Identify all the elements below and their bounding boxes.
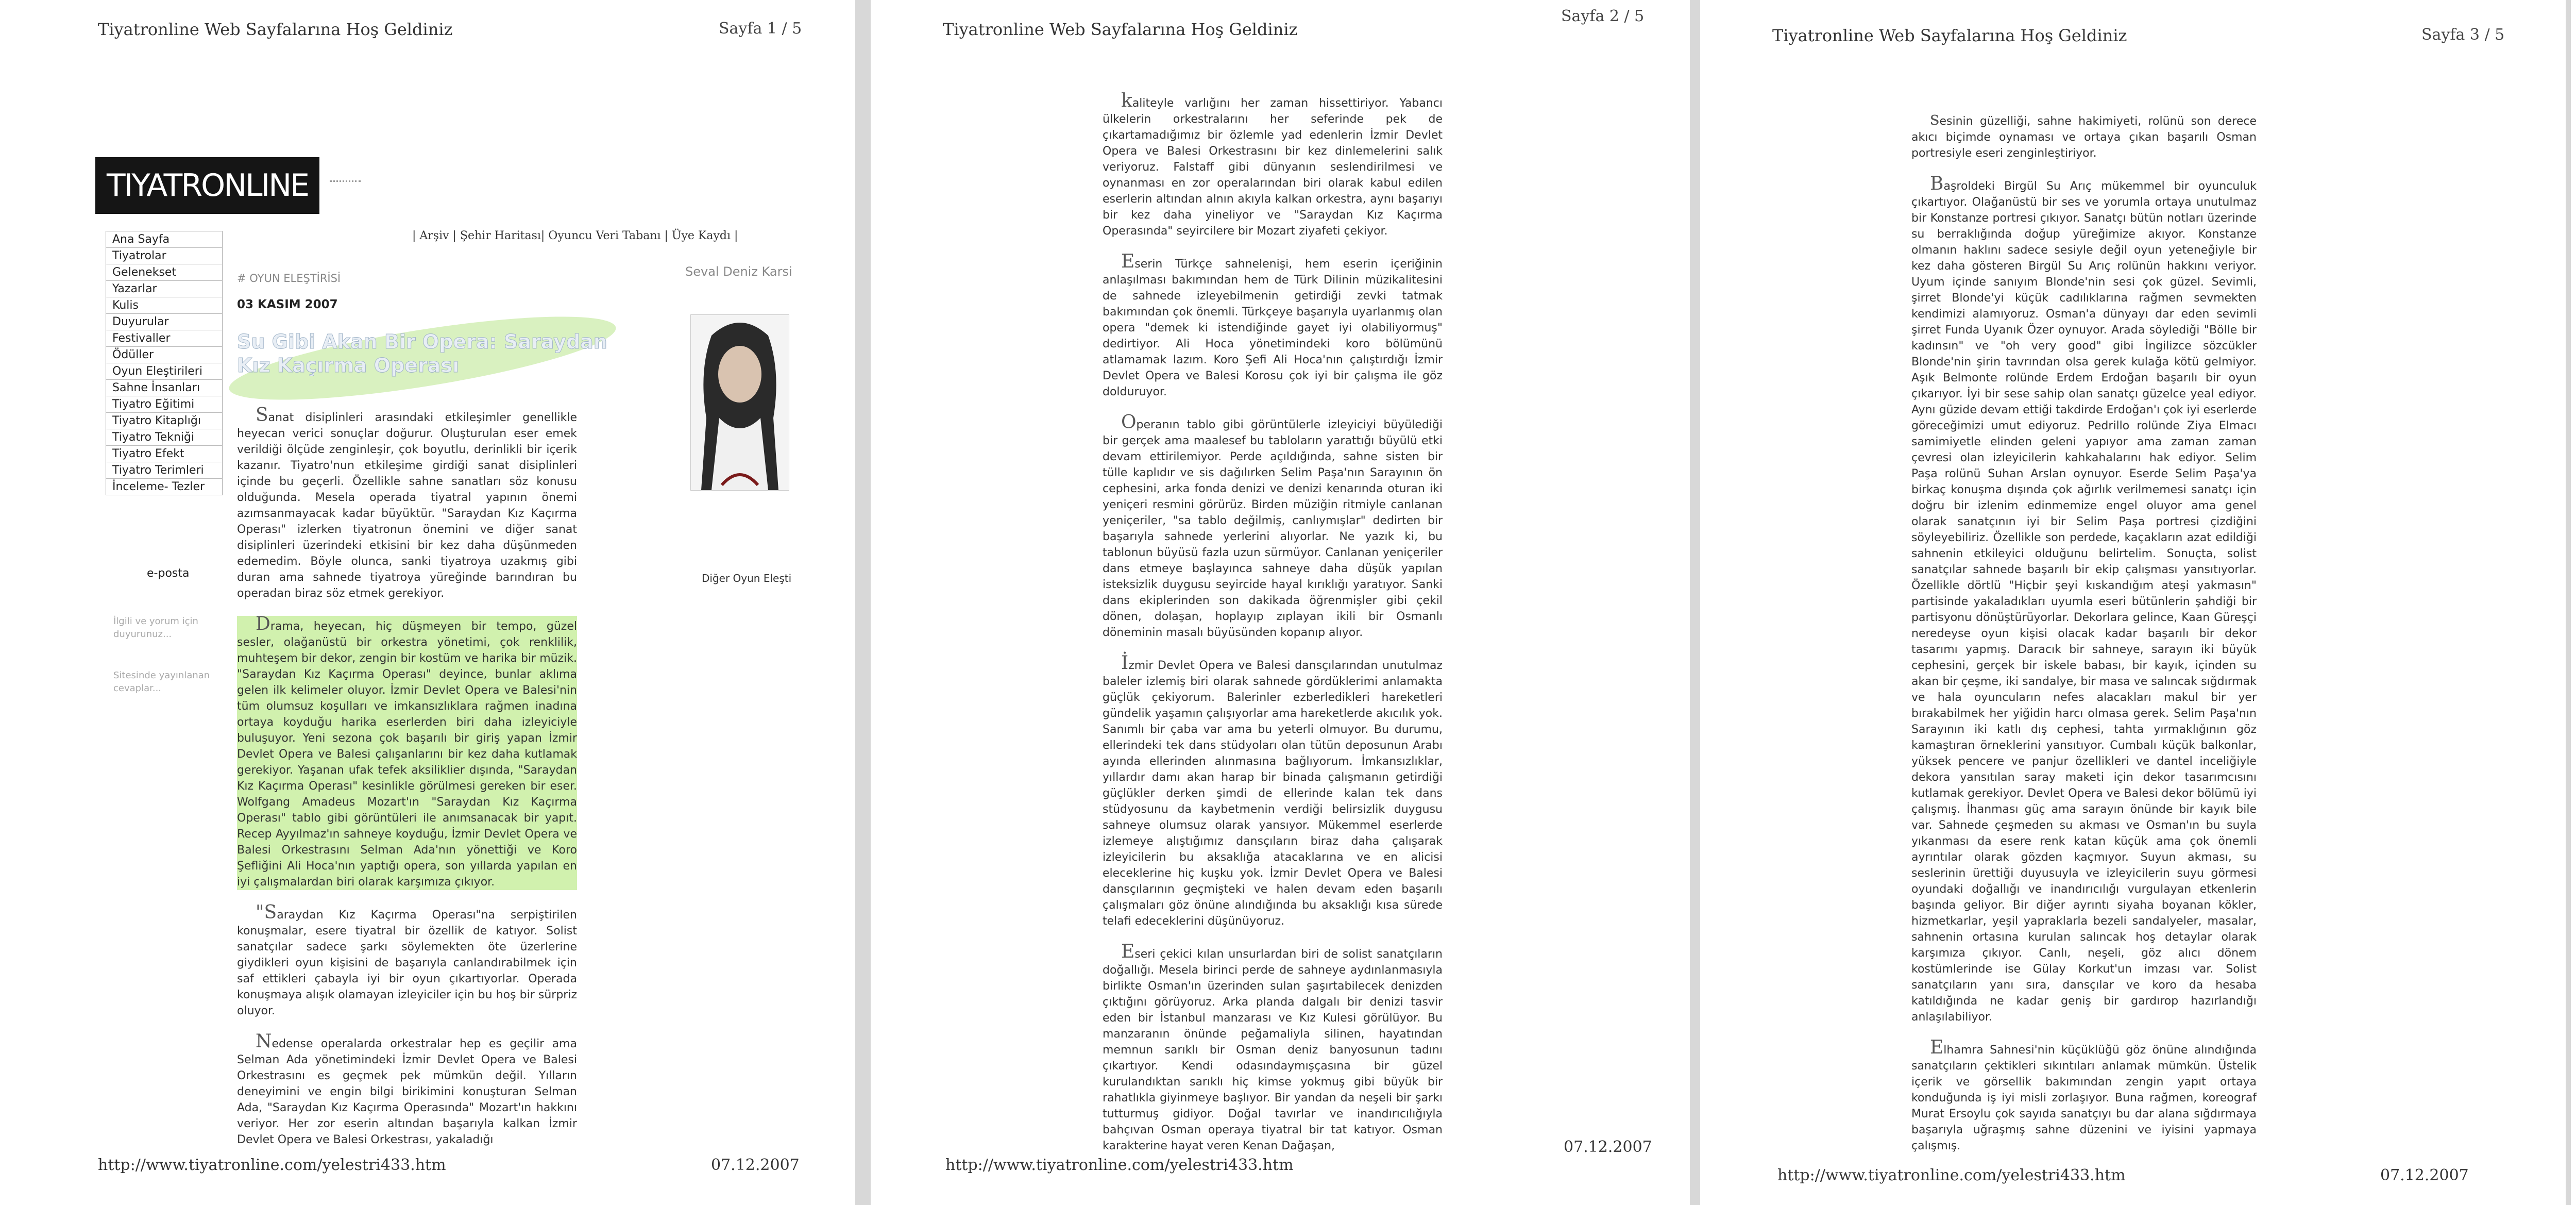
nav-item[interactable]: Kulis bbox=[106, 297, 222, 314]
nav-item[interactable]: Tiyatro Eğitimi bbox=[106, 396, 222, 413]
page-number: Sayfa 3 / 5 bbox=[2421, 26, 2505, 44]
paragraph: Eseri çekici kılan unsurlardan biri de solist sanatçıların doğallığı. Mesela birinci perde de sahneye aydınlanmasıyla birlikte Osman'ın üzerinden sulan şaşırtabilecek denizden çıktığını görüyoruz. Arka planda dalgalı bir denizi tasvir eden bir İstanbul manzarası ve Kız Kulesi görülüyor. Bu manzaranın önünde peğamaliyla silinen, hayatından memnun sarıklı bir Osman deniz banyosunun tadını çıkartıyor. Kendi odasındaymışçasına bir güzel kurulandıktan sarıklı hiç kimse yokmuş gibi büyük bir rahatlıkla giyinmeye başlıyor. Bir yandan da neşeli bir şarkı tutturmuş gidiyor. Doğal tavırlar ve inandırıcılığıyla bahçıvan Osman operaya tiyatral bir tat katıyor. Osman karakterine hayat veren Kenan Dağaşan, bbox=[1103, 941, 1443, 1152]
page-1 bbox=[0, 0, 855, 1205]
logo-divider bbox=[330, 180, 361, 182]
article-column-3 bbox=[1911, 108, 2257, 1168]
page-url: http://www.tiyatronline.com/yelestri433.htm bbox=[945, 1156, 1294, 1174]
article-column-2 bbox=[1103, 90, 1443, 1168]
page-3 bbox=[1700, 0, 2566, 1205]
print-date: 07.12.2007 bbox=[711, 1156, 800, 1174]
nav-item[interactable]: Tiyatro Tekniği bbox=[106, 429, 222, 446]
page-url: http://www.tiyatronline.com/yelestri433.htm bbox=[1777, 1166, 2126, 1184]
nav-item[interactable]: Gelenekset bbox=[106, 264, 222, 281]
faint-text: cevaplar... bbox=[113, 683, 162, 694]
page-header: Tiyatronline Web Sayfalarına Hoş Geldiniz bbox=[98, 20, 453, 39]
author-photo bbox=[690, 314, 789, 491]
page-2 bbox=[871, 0, 1690, 1205]
paragraph: Sanat disiplinleri arasındaki etkileşimler genellikle heyecan verici sonuçlar doğurur. Oluşturulan eser emek verildiği ölçüde zenginleşir, çok boyutlu, derinlikli bir içerik kazanır. Tiyatro'nun etkileşime girdiği sanat disiplinleri içinde bu geçerli. Özellikle sahne sanatları söz konusu olduğunda. Mesela operada tiyatral yapının önemi azımsanmayacak kadar büyüktür. "Saraydan Kız Kaçırma Operası" izlerken tiyatronun önemini ve diğer sanat disiplinleri üzerindeki etkisini bir kez daha düşünmeden edemedim. Böyle olunca, sanki tiyatroya uzakmış gibi duran ama sahnede tiyatroya yüreğinde barındıran bu operadan biraz söz etmek gerekiyor. bbox=[237, 405, 577, 600]
article-date: 03 KASIM 2007 bbox=[237, 298, 338, 311]
paragraph: sesinin güzelliği, sahne hakimiyeti, rolünü son derece akıcı biçimde oynaması ve ortaya çıkan başarılı Osman portresiyle eseri zenginleştiriyor. bbox=[1911, 108, 2257, 160]
nav-item[interactable]: Sahne İnsanları bbox=[106, 380, 222, 396]
paragraph: "Saraydan Kız Kaçırma Operası"na serpiştirilen konuşmalar, esere tiyatral bir özellik de katıyor. Solist sanatçılar sadece şarkı söylemekten öte üzerlerine giydikleri oyun kişisini de başarıyla canlandırabilmek için saf ettikleri çabayla iyi bir oyun çıkartıyorlar. Operada konuşmaya alışık olamayan izleyiciler için bu hoş bir sürpriz oluyor. bbox=[237, 902, 577, 1017]
page-header: Tiyatronline Web Sayfalarına Hoş Geldiniz bbox=[1772, 26, 2127, 45]
paragraph: Başroldeki Birgül Su Arıç mükemmel bir oyunculuk çıkartıyor. Olağanüstü bir ses ve yorumla ortaya unutulmaz bir Konstanze portresi çıkıyor. Sanatçı bütün notları üzerinde su berraklığında doğup yüreğimize akıyor. Konstanze olmanın haklını sadece sesiyle değil oyun yeteneğiyle bir kez daha gösteren Birgül Su Arıç rolünün hakkını veriyor. Uyum içinde sanıyım Blonde'nin sesi çok güzel. Sevimli, şirret Blonde'yi küçük cadılıklarına rağmen sevmekten kendimizi alamıyoruz. Osman'a dünyayı dar eden sevimli şirret Funda Uyanık Özer oynuyor. Arada söylediği "Bölle bir kadınsın" ve "oh very good" gibi İngilizce sözcükler Blonde'nin şirin tavrından olsa gerek kulağa kötü gelmiyor. Aşık Belmonte rolünde Erdem Erdoğan başarılı bir oyun çıkarıyor. İyi bir sese sahip olan sanatçı güzelce yeal ediyor. Aynı güzide devam ettiği takdirde Erdoğan'ı çok iyi eserlerde göreceğimizi umut ediyoruz. Pedrillo rolünde Ziya Elmacı samimiyetle elinden geleni yapıyor ama zaman zaman çevresi olan izleyicilerin kahkahalarını hak ediyor. Selim Paşa rolünü Suhan Arslan oynuyor. Eserde Selim Paşa'ya birkaç konuşma dışında çok ağırlık verilmemesi sanatçı için doğru bir izlenim edinmemize engel oluyor ama genel olarak sanatçının iyi bir Selim Paşa portresi çizdiğini söyleyebiliriz. Özellikle son perdede, kaçakların azat edildiği sahnenin etkileyici olduğunu belirtelim. Sonuçta, solist sanatçılar sahnede başarılı bir ekip çalışması yansıtıyorlar. Özellikle dörtlü "Hiçbir şeyi kıskandığım ateşi yakmasın" partisinde yakaladıkları uyumla eseri bütünlerin şahdiği bir partisyonu dönüştürüyorlar. Dekorlara gelince, Kaan Güreşçi neredeyse oyun kişisi olacak kadar başarılı bir dekor tasarımı yapmış. Daracık bir sahneye, sarayın iki büyük cephesini, gerçek bir iskele babası, bir kayık, içinden su akan bir çeşme, iki sandalye, bir masa ve salıncak sığdırmak ve hala oyuncuların nefes alacakları makul bir yer bırakabilmek her yiğidin harcı olmasa gerek. Selim Paşa'nın Sarayının iki katlı dış cephesi, tahta yırmaklığının göz kamaştıran örneklerini yansıtıyor. Cumbalı küçük balkonlar, yüksek pencere ve panjur özellikleri ve dantel inceliğiyle dekora yansıtılan saray maketi için dekor tasarımcısını kutlamak gerekiyor. Devlet Opera ve Balesi dekor bölümü iyi çalışmış. İhanması güç ama sarayın önünde bir kayık bile var. Sahnede çeşmeden su akması ve Osman'ın bu suyla yıkanması da esere renk katan küçük ama çok önemli ayrıntılar olarak gözden kaçmıyor. Suyun akması, su seslerinin ürettiği duyusuyla ve izleyicilerin suyu görmesi oyundaki doğallığı ve inandırıcılığı vurgulayan etkenlerin başında geliyor. Bir diğer ayrıntı siyaha boyanan kökler, hizmetkarlar, yeşil yapraklarla bezeli sandalyeler, masalar, sahnenin ortasına kurulan salıncak hoş detaylar olarak karşımıza çıkıyor. Canlı, neşeli, göz alıcı dönem kostümlerinde ise Gülay Korkut'un imzası var. Solist sanatçıların yanı sıra, dansçılar ve koro da hesaba katıldığında ne kadar geniş bir gardırop hazırlandığı anlaşılabiliyor. bbox=[1911, 173, 2257, 1024]
nav-item[interactable]: Yazarlar bbox=[106, 281, 222, 297]
eposta-link[interactable]: e-posta bbox=[147, 567, 190, 580]
print-date: 07.12.2007 bbox=[2380, 1166, 2469, 1184]
nav-item[interactable]: Tiyatro Kitaplığı bbox=[106, 413, 222, 429]
paragraph: Nedense operalarda orkestralar hep es geçilir ama Selman Ada yönetimindeki İzmir Devlet Opera ve Balesi Orkestrasını es geçmek pek mümkün değil. Yılların deneyimini ve engin bilgi birikimini konuşturan Selman Ada, "Saraydan Kız Kaçırma Operasında" Mozart'ın hakkını veriyor. Her zor eserin altından başarıyla kalkan İzmir Devlet Opera ve Balesi Orkestrası, yakaladığı bbox=[237, 1031, 577, 1146]
author-name: Seval Deniz Karsi bbox=[685, 264, 792, 279]
top-links[interactable]: | Arşiv | Şehir Haritası| Oyuncu Veri Tabanı | Üye Kaydı | bbox=[412, 229, 738, 242]
paragraph: İzmir Devlet Opera ve Balesi dansçılarından unutulmaz baleler izlemiş biri olarak sahnede gördüklerimi anlamakta güçlük çekiyorum. Balerinler ezberledikleri hareketleri gündelik yaşamın çalışıyorlar ama hareketlerde akıcılık yok. Sanımlı bir çaba var ama bu yeterli olmuyor. Bu durumu, ellerindeki tek dans stüdyoları olan tütün deposunun Arabı ayında ellerinden alınmasına bağlıyorum. İmkansızlıklar, yıllardır damı akan harap bir binada çalışmanın getirdiği güçlükler derken şimdi de ellerinde kalan tek dans stüdyosunu da kaybetmenin verdiği belirsizlik duygusu sahneye olumsuz olarak yansıyor. Mükemmel eserlerde izlemeye alıştığımız dansçıların biraz daha çalışarak izleyicilerin bu aksaklığa atacaklarına ve en alicisi eleceklerine hiç kuşku yok. İzmir Devlet Opera ve Balesi dansçılarının geçmişteki ve halen devam eden başarılı çalışmaları göz önüne alındığında bu aksaklığı kısa sürede telafi edeceklerini düşünüyoruz. bbox=[1103, 652, 1443, 928]
paragraph: kaliteyle varlığını her zaman hissettiriyor. Yabancı ülkelerin orkestralarını her seferinde pek de çıkartamadığımız bir özlemle yad edenlerin İzmir Devlet Opera ve Balesi Orkestrasını bir kez dinlemelerini salık veriyoruz. Falstaff gibi dünyanın seslendirilmesi ve oynanması en zor operalarından biri olarak kabul edilen eserlerin altından alnın akıyla kalkan orkestra, aynı başarıyı bir kez daha yineliyor ve "Saraydan Kız Kaçırma Operasında" seyircilere bir Mozart ziyafeti çekiyor. bbox=[1103, 90, 1443, 238]
section-label: # OYUN ELEŞTİRİSİ bbox=[237, 272, 341, 284]
nav-item[interactable]: Tiyatrolar bbox=[106, 248, 222, 264]
nav-item[interactable]: İnceleme- Tezler bbox=[106, 479, 222, 495]
page-header: Tiyatronline Web Sayfalarına Hoş Geldiniz bbox=[943, 20, 1298, 39]
nav-item[interactable]: Ödüller bbox=[106, 347, 222, 363]
paragraph: Eserin Türkçe sahnelenişi, hem eserin içeriğinin anlaşılması bakımından hem de Türk Dilinin müzikalitesini de sahnede izleyebilmenin getirdiği zevki tatmak bakımından çok önemli. Türkçeye başarıyla uyarlanmış olan opera "demek ki istendiğinde gayet iyi olabiliyormuş" dedirtiyor. Ali Hoca yönetimindeki koro bölümünü atlamamak lazım. Koro Şefi Ali Hoca'nın çalıştırdığı İzmir Devlet Opera ve Balesi Korosu çok iyi bir çalışma ile göz dolduruyor. bbox=[1103, 251, 1443, 398]
faint-text: duyurunuz... bbox=[113, 629, 172, 640]
print-date: 07.12.2007 bbox=[1564, 1138, 1652, 1156]
page-number: Sayfa 2 / 5 bbox=[1561, 7, 1645, 25]
page-number: Sayfa 1 / 5 bbox=[719, 20, 802, 38]
article-title: Su Gibi Akan Bir Opera: Saraydan Kız Kaçırma Operası bbox=[237, 330, 607, 377]
page-url: http://www.tiyatronline.com/yelestri433.htm bbox=[98, 1156, 446, 1174]
article-column-1 bbox=[237, 407, 577, 1162]
tiyatronline-logo[interactable]: TIYATRONLINE bbox=[95, 157, 319, 214]
nav-item[interactable]: Oyun Eleştirileri bbox=[106, 363, 222, 380]
sidebar-nav bbox=[106, 231, 223, 495]
nav-item[interactable]: Tiyatro Efekt bbox=[106, 446, 222, 462]
nav-item[interactable]: Duyurular bbox=[106, 314, 222, 330]
page-4 bbox=[2571, 0, 2576, 1205]
nav-item[interactable]: Tiyatro Terimleri bbox=[106, 462, 222, 479]
paragraph: Elhamra Sahnesi'nin küçüklüğü göz önüne alındığında sanatçıların çektikleri sıkıntıları anlamak mümkün. Üstelik içerik ve görsellik bakımından zengin yapıt ortaya konduğunda iş iyi misli zorlaşıyor. Buna rağmen, koreograf Murat Ersoylu çok sayıda sanatçıyı bu dar alana sığdırmaya başarıyla uğraşmış sahne düzenini ve iyisini yapmaya çalışmış. bbox=[1911, 1037, 2257, 1152]
paragraph: Operanın tablo gibi görüntülerle izleyiciyi büyülediği bir gerçek ama maalesef bu tabloların yarattığı büyülü etki devam ettirilemiyor. Perde açıldığında, sahne sisten bir tülle kaplıdır ve sis dağılırken Selim Paşa'nın Sarayının ön cephesini, arka fonda denizi ve denizi kenarında oturan iki yeniçeri resmini görürüz. Birden müziğin ritmiyle canlanan yeniçeriler, "sa tablo değilmiş, canlıymışlar" dedirten bir başarıyla sahnede yerlerini alıyorlar. Ne yazık ki, bu tablonun büyüsü fazla uzun sürmüyor. Canlanan yeniçeriler dans etmeye başlayınca sahneye daha düşük yapılan isteksizlik duygusu seyircide hayal kırıklığı yaratıyor. Sanki dans ekiplerinden son dakikada öğrenmişler gibi çekil dönen, dolaşan, hoplayıp zıplayan ikili bir Osmanlı döneminin masalı büyüsünden kopanıp alıyor. bbox=[1103, 412, 1443, 639]
nav-item[interactable]: Festivaller bbox=[106, 330, 222, 347]
faint-text: Sitesinde yayınlanan bbox=[113, 670, 210, 681]
paragraph: Drama, heyecan, hiç düşmeyen bir tempo, güzel sesler, olağanüstü bir orkestra yönetimi, çok renklilik, muhteşem bir dekor, zengin bir kostüm ve harika bir müzik. "Saraydan Kız Kaçırma Operası" deyince, bunlar aklıma gelen ilk kelimeler oluyor. İzmir Devlet Opera ve Balesi'nin tüm olumsuz koşulları ve imkansızlıklara rağmen inadına ortaya koyduğu harika eserlerden biri daha izleyiciyle buluşuyor. Yeni sezona çok başarılı bir giriş yapan İzmir Devlet Opera ve Balesi çalışanlarını bir kez daha kutlamak gerekiyor. Yaşanan ufak tefek aksiliklier dışında, "Saraydan Kız Kaçırma Operası" kesinlikle görülmesi gereken bir eser. Wolfgang Amadeus Mozart'ın "Saraydan Kız Kaçırma Operası" tablo gibi görüntüleri ile anımsanacak bir yapıt. Recep Ayyılmaz'ın sahneye koyduğu, İzmir Devlet Opera ve Balesi Orkestrasını Selman Ada'nın yönettiği ve Koro Şefliğini Ali Hoca'nın yaptığı opera, son yıllarda yapılan en iyi çalışmalardan biri olarak karşımıza çıkıyor. bbox=[237, 616, 577, 890]
faint-text: İlgili ve yorum için bbox=[113, 616, 198, 627]
related-caption[interactable]: Diğer Oyun Eleşti bbox=[702, 572, 792, 584]
nav-item[interactable]: Ana Sayfa bbox=[106, 231, 222, 248]
